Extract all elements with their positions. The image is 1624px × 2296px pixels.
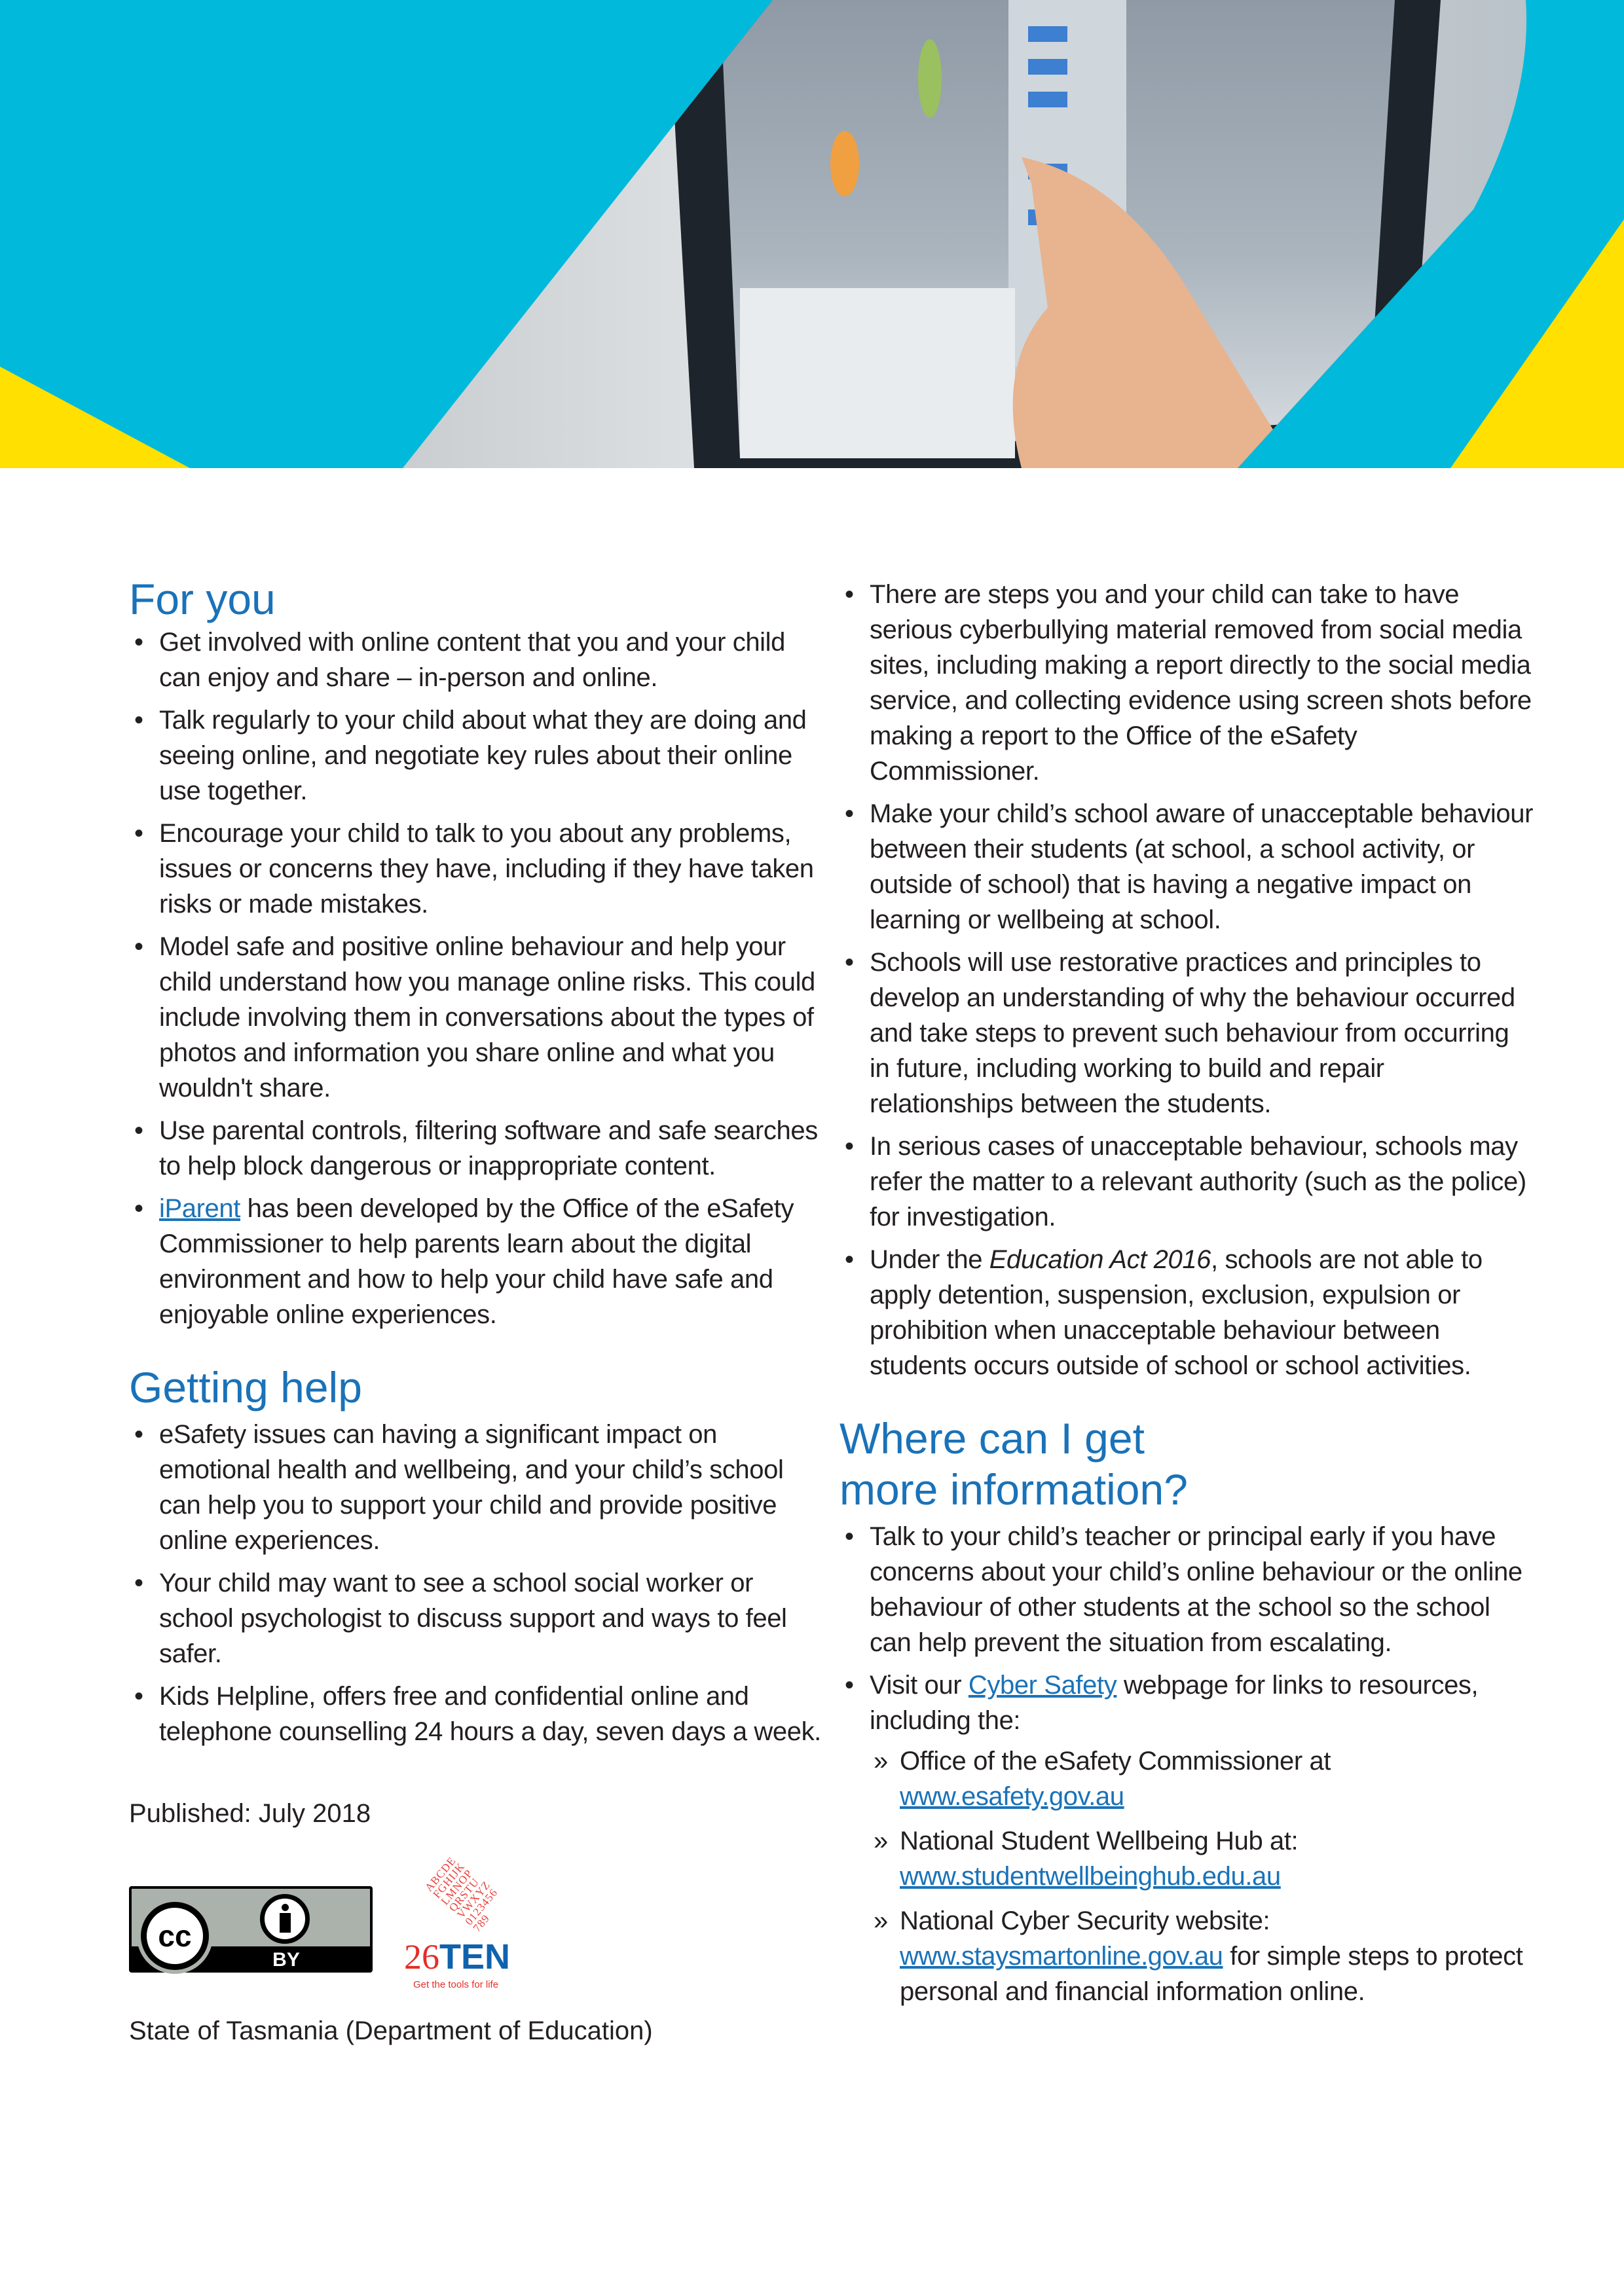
cc-by-license-badge (129, 1886, 373, 1973)
list-item (840, 1242, 1534, 1383)
resource-list (870, 1743, 1534, 2009)
text: , schools are not able to apply detention, suspension, exclusion, expulsion or prohibition when unacceptable behaviour between students occurs outside of school or school activities. (870, 1245, 1483, 1380)
list-item: • Talk regularly to your child about what they are doing and seeing online, and negotiate key rules about their online use together. (129, 702, 823, 809)
text: National Cyber Security website: (900, 1906, 1270, 1935)
logo-letters: ABCDEFGHIJKLMNOPQRSTUVWXYZ0123456789 (422, 1854, 500, 1935)
list-item: • Use parental controls, filtering software and safe searches to help block dangerous or inappropriate content. (129, 1113, 823, 1184)
text: Office of the eSafety Commissioner at (900, 1747, 1331, 1776)
right-column (840, 577, 1534, 2018)
act-name: Education Act 2016 (989, 1245, 1211, 1274)
by-label: BY (272, 1949, 300, 1971)
text: webpage for links to resources, including the: (870, 1671, 1479, 1735)
text: Under the (870, 1245, 989, 1274)
section-for-you (129, 574, 823, 1339)
for-you-list (129, 625, 823, 1332)
text: for simple steps to protect personal and financial information online. (900, 1942, 1523, 2006)
heading-for-you: For you (129, 575, 276, 623)
list-item (129, 1191, 823, 1332)
cc-icon: cc (141, 1902, 209, 1970)
iparent-link[interactable]: iParent (159, 1194, 240, 1223)
list-item: • There are steps you and your child can take to have serious cyberbullying material removed from social media sites, including making a report directly to the social media service, and collecting evidence using screen shots before making a report to the Office of the eSafety Commissioner. (840, 577, 1534, 789)
iparent-text: has been developed by the Office of the eSafety Commissioner to help parents learn about the digital environment and how to help your child have safe and enjoyable online experiences. (159, 1194, 794, 1329)
footer (129, 1796, 823, 2049)
hero-banner (0, 0, 1624, 468)
text: Visit our (870, 1671, 969, 1700)
getting-help-list (129, 1417, 823, 1749)
list-item: • Make your child’s school aware of unacceptable behaviour between their students (at school, a school activity, or outside of school) that is having a negative impact on learning or wellbeing at school. (840, 796, 1534, 938)
logo-ten: TEN (439, 1937, 510, 1977)
list-item: • Encourage your child to talk to you about any problems, issues or concerns they have, including if they have taken risks or made mistakes. (129, 816, 823, 922)
list-item: • Schools will use restorative practices and principles to develop an understanding of why the behaviour occurred and take steps to prevent such behaviour from occurring in future, including working to build and repair relationships between the students. (840, 945, 1534, 1121)
list-item: • Model safe and positive online behaviour and help your child understand how you manage online risks. This could include involving them in conversations about the types of photos and information you share online and what you wouldn't share. (129, 929, 823, 1106)
wellbeing-hub-link[interactable]: www.studentwellbeinghub.edu.au (900, 1862, 1281, 1891)
text: National Student Wellbeing Hub at: (900, 1827, 1299, 1855)
heading-line: more information? (840, 1465, 1188, 1514)
26ten-logo (404, 1847, 535, 1997)
section-getting-help (129, 1362, 823, 1757)
heading-getting-help: Getting help (129, 1363, 362, 1412)
left-column (129, 574, 823, 2049)
list-item: • Get involved with online content that you and your child can enjoy and share – in-person and online. (129, 625, 823, 695)
more-info-list (840, 1519, 1534, 2009)
logo-tagline: Get the tools for life (413, 1979, 499, 1990)
cyber-safety-link[interactable]: Cyber Safety (968, 1671, 1117, 1700)
list-item: • Talk to your child’s teacher or principal early if you have concerns about your child’s online behaviour or the online behaviour of other students at the school so the school can help prevent the situation from escalating. (840, 1519, 1534, 1660)
resource-item (870, 1823, 1534, 1894)
published-date: Published: July 2018 (129, 1799, 371, 1828)
list-item (840, 1667, 1534, 2009)
raquo-icon: » (874, 1906, 888, 1935)
list-item: • In serious cases of unacceptable behaviour, schools may refer the matter to a relevant authority (such as the police) for investigation. (840, 1129, 1534, 1235)
raquo-icon: » (874, 1827, 888, 1855)
list-item: • Kids Helpline, offers free and confidential online and telephone counselling 24 hours a day, seven days a week. (129, 1679, 823, 1749)
esafety-link[interactable]: www.esafety.gov.au (900, 1782, 1124, 1811)
copyright-owner: State of Tasmania (Department of Education) (129, 2016, 653, 2045)
raquo-icon: » (874, 1747, 888, 1776)
logo-26: 26 (404, 1937, 439, 1977)
list-item: • eSafety issues can having a significant impact on emotional health and wellbeing, and your child’s school can help you to support your child and provide positive online experiences. (129, 1417, 823, 1558)
right-list (840, 577, 1534, 1391)
heading-more-info (840, 1413, 1534, 1515)
resource-item (870, 1743, 1534, 1814)
section-more-info (840, 1413, 1534, 2018)
staysmart-link[interactable]: www.staysmartonline.gov.au (900, 1942, 1223, 1971)
logo-row (129, 1847, 823, 1997)
heading-line: Where can I get (840, 1414, 1145, 1463)
attribution-icon (260, 1894, 310, 1944)
resource-item (870, 1903, 1534, 2009)
list-item: • Your child may want to see a school social worker or school psychologist to discuss support and ways to feel safer. (129, 1565, 823, 1671)
